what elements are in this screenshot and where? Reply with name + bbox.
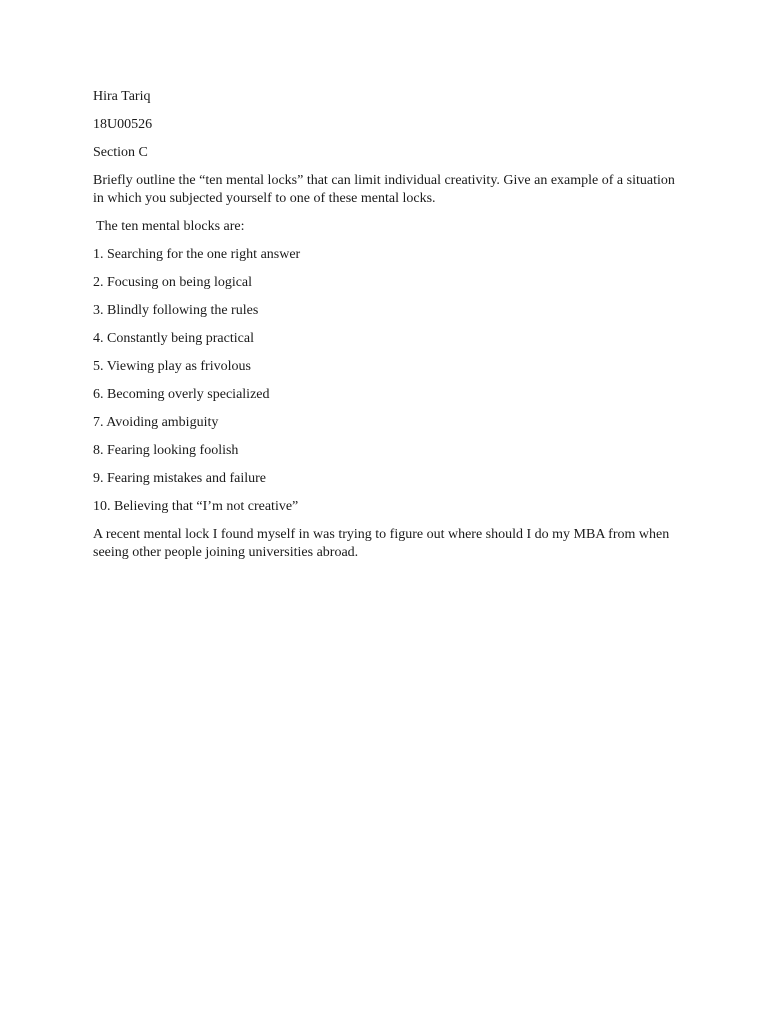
- example-paragraph: A recent mental lock I found myself in was trying to figure out where should I do my MBA from when seeing other people joining universities abroad.: [93, 527, 670, 560]
- section-label: Section C: [93, 145, 148, 160]
- author-name: Hira Tariq: [93, 89, 151, 104]
- list-item: 9. Fearing mistakes and failure: [93, 471, 267, 486]
- list-item: 4. Constantly being practical: [93, 331, 254, 346]
- list-item: 6. Becoming overly specialized: [93, 387, 270, 402]
- list-item: 3. Blindly following the rules: [93, 303, 259, 318]
- list-item: 2. Focusing on being logical: [93, 275, 253, 290]
- list-item: 7. Avoiding ambiguity: [93, 415, 219, 430]
- question-text: Briefly outline the “ten mental locks” that can limit individual creativity. Give an example of a situation in which you subjected yourself to one of these mental locks.: [93, 173, 675, 206]
- list-item: 1. Searching for the one right answer: [93, 247, 301, 262]
- student-id: 18U00526: [93, 117, 153, 132]
- list-item: 5. Viewing play as frivolous: [93, 359, 251, 374]
- list-item: 8. Fearing looking foolish: [93, 443, 239, 458]
- mental-blocks-list: [93, 246, 678, 516]
- answer-intro: The ten mental blocks are:: [96, 219, 245, 234]
- list-item: 10. Believing that “I’m not creative”: [93, 499, 299, 514]
